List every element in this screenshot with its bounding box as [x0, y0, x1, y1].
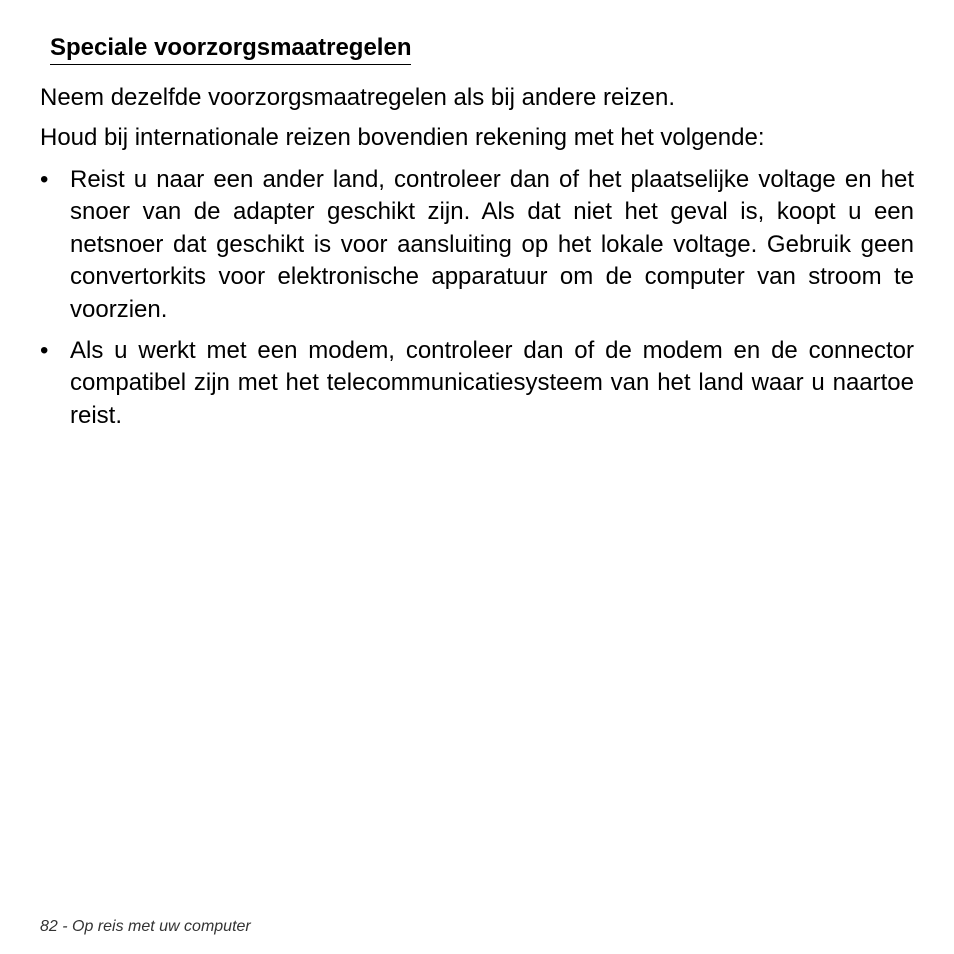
bullet-icon: • — [40, 337, 49, 365]
precautions-list — [40, 164, 914, 432]
page-footer: 82 - Op reis met uw computer — [40, 918, 251, 935]
international-paragraph: Houd bij internationale reizen bovendien rekening met het volgende: — [40, 124, 765, 151]
bullet-icon: • — [40, 166, 49, 193]
list-item-text: Reist u naar een ander land, controleer dan of het plaatselijke voltage en het snoer van de adapter geschikt zijn. Als dat niet het geval is, koopt u een netsnoer dat geschikt is voor aansluiting op het lokale voltage. Gebruik geen convertorkits voor elektronische apparatuur om de computer van stroom te voorzien. — [70, 166, 914, 323]
section-heading: Speciale voorzorgsmaatregelen — [50, 33, 411, 65]
intro-paragraph: Neem dezelfde voorzorgsmaatregelen als bij andere reizen. — [40, 84, 676, 111]
list-item — [40, 164, 914, 326]
list-item-text: Als u werkt met een modem, controleer dan of de modem en de connector compatibel zijn met het telecommunicatiesysteem van het land waar u naartoe reist. — [70, 337, 914, 429]
list-item — [40, 335, 914, 432]
